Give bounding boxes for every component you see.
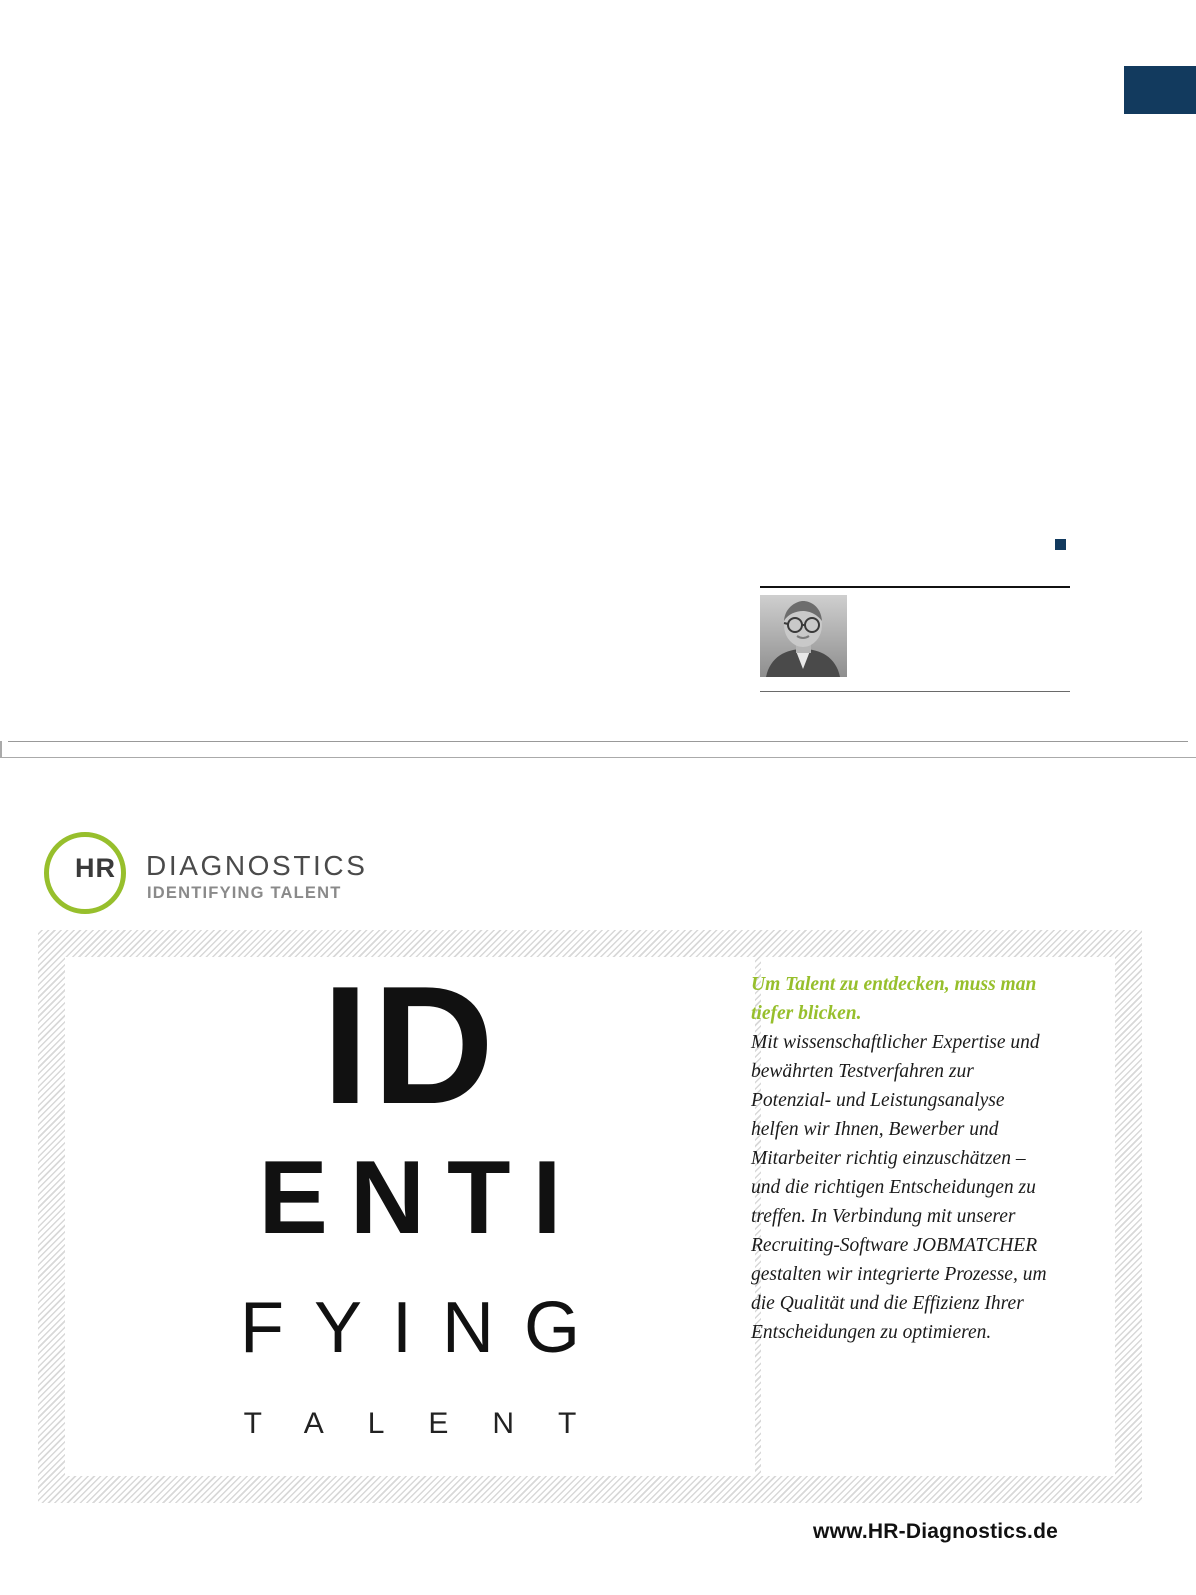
divider-line-bottom — [760, 691, 1070, 692]
ad-copy-lead: Um Talent zu entdecken, muss man tiefer blicken. — [751, 974, 1037, 1024]
logo-tagline: IDENTIFYING TALENT — [147, 884, 342, 902]
corner-tab-marker — [1124, 66, 1196, 114]
ad-copy-block — [751, 970, 1051, 1347]
headline-line-1: ID — [322, 951, 498, 1139]
portrait-photo-icon — [760, 595, 847, 677]
ad-copy-body: Mit wissenschaftlicher Expertise und bewährten Testverfahren zur Potenzial- und Leistungsanalyse helfen wir Ihnen, Bewerber und Mitarbeiter richtig einzuschätzen – und die richtigen Entscheidungen zu treffen. In Verbindung mit unserer Recruiting-Software JOBMATCHER gestalten wir integrierte Prozesse, um die Qualität und die Effizienz Ihrer Entscheidungen zu optimieren. — [751, 1032, 1047, 1343]
ad-website-url[interactable]: www.HR-Diagnostics.de — [813, 1520, 1058, 1543]
logo-name: DIAGNOSTICS — [146, 850, 368, 881]
accent-square-icon — [1055, 539, 1066, 550]
brand-logo — [44, 830, 464, 916]
divider-line-top — [760, 586, 1070, 588]
page-top-section — [0, 0, 1196, 755]
author-block — [760, 586, 1070, 588]
advertisement-section — [0, 758, 1196, 1595]
logo-mark-text: HR — [75, 853, 116, 883]
ad-headline — [65, 951, 755, 1476]
headline-line-4: TALENT — [243, 1407, 621, 1440]
page-edge-bar — [0, 741, 2, 758]
headline-line-3: FYING — [239, 1288, 610, 1368]
page-divider-upper — [8, 741, 1188, 742]
headline-line-2: ENTI — [258, 1140, 584, 1256]
avatar — [760, 595, 847, 677]
